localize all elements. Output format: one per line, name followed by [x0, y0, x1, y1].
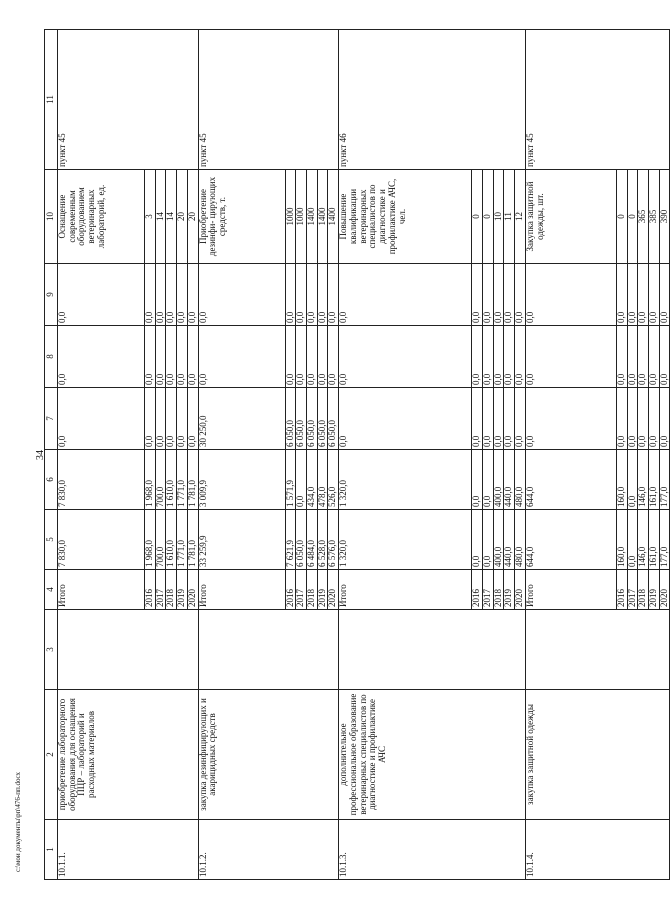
value-cell: 0,0: [177, 388, 188, 450]
value-cell: 0,0: [285, 264, 296, 326]
value-cell: 0,0: [472, 326, 483, 388]
value-cell: 0,0: [187, 264, 198, 326]
indicator-value: 1400: [328, 170, 339, 264]
value-cell: 0,0: [493, 326, 504, 388]
indicator-value: 11: [504, 170, 515, 264]
value-cell: 0,0: [627, 388, 638, 450]
value-cell: 0,0: [145, 264, 156, 326]
value-cell: 0,0: [648, 388, 659, 450]
section-number: 10.1.2.: [198, 820, 339, 880]
basis-cell: пункт 45: [58, 30, 199, 170]
value-cell: 0,0: [166, 264, 177, 326]
value-cell: 6 528,0: [317, 510, 328, 570]
total-value: 0,0: [198, 326, 285, 388]
header-row: [45, 30, 58, 880]
header-cell: 3: [45, 610, 58, 690]
indicator-name: Приобретение дезинфи- цирующих средств, т.: [198, 170, 285, 264]
value-cell: 0,0: [638, 264, 649, 326]
indicator-value: 1000: [296, 170, 307, 264]
year-cell: 2019: [648, 570, 659, 610]
total-value: 7 830,0: [58, 510, 145, 570]
value-cell: 0,0: [307, 264, 318, 326]
rotated-table-wrapper: [44, 30, 669, 880]
year-cell: 2016: [145, 570, 156, 610]
value-cell: 0,0: [515, 388, 526, 450]
value-cell: 526,0: [328, 450, 339, 510]
value-cell: 0,0: [482, 326, 493, 388]
indicator-value: 20: [187, 170, 198, 264]
indicator-value: 0: [472, 170, 483, 264]
value-cell: 0,0: [504, 326, 515, 388]
responsible-cell: [58, 610, 199, 690]
total-label: Итого: [198, 570, 285, 610]
value-cell: 1 571,9: [285, 450, 296, 510]
value-cell: 0,0: [482, 264, 493, 326]
year-cell: 2016: [616, 570, 627, 610]
value-cell: 0,0: [328, 264, 339, 326]
value-cell: 0,0: [627, 450, 638, 510]
section-title: закупка дезинфицирующих и акарицидных средств: [198, 690, 339, 820]
value-cell: 160,0: [616, 450, 627, 510]
total-value: 3 009,9: [198, 450, 285, 510]
total-value: 0,0: [339, 326, 472, 388]
value-cell: 0,0: [638, 326, 649, 388]
indicator-name: Оснащение современным оборудованием ветеринарных лабораторий, ед.: [58, 170, 145, 264]
section-title: закупка защитной одежды: [525, 690, 670, 820]
value-cell: 0,0: [328, 326, 339, 388]
value-cell: 0,0: [648, 326, 659, 388]
value-cell: 0,0: [145, 388, 156, 450]
indicator-name: Повышение квалификации ветеринарных специалистов по диагностике и профилактике АЧС, чел.: [339, 170, 472, 264]
value-cell: 6 050,0: [285, 388, 296, 450]
value-cell: 0,0: [504, 388, 515, 450]
section-number: 10.1.1.: [58, 820, 199, 880]
indicator-name: Закупка защитной одежды, шт.: [525, 170, 616, 264]
value-cell: 161,0: [648, 510, 659, 570]
value-cell: 0,0: [482, 388, 493, 450]
section-number: 10.1.4.: [525, 820, 670, 880]
indicator-value: 0: [482, 170, 493, 264]
indicator-value: 1000: [285, 170, 296, 264]
value-cell: 0,0: [493, 388, 504, 450]
value-cell: 0,0: [659, 326, 670, 388]
header-cell: 11: [45, 30, 58, 170]
value-cell: 0,0: [659, 388, 670, 450]
year-cell: 2017: [627, 570, 638, 610]
value-cell: 0,0: [616, 326, 627, 388]
header-cell: 5: [45, 510, 58, 570]
value-cell: 0,0: [482, 510, 493, 570]
value-cell: 0,0: [659, 264, 670, 326]
value-cell: 0,0: [515, 326, 526, 388]
total-value: 0,0: [525, 264, 616, 326]
responsible-cell: [339, 610, 526, 690]
total-label: Итого: [339, 570, 472, 610]
indicator-value: 14: [155, 170, 166, 264]
total-value: 0,0: [198, 264, 285, 326]
responsible-cell: [525, 610, 670, 690]
indicator-value: 385: [648, 170, 659, 264]
year-cell: 2017: [296, 570, 307, 610]
total-value: 644,0: [525, 510, 616, 570]
value-cell: 0,0: [317, 264, 328, 326]
total-label: Итого: [58, 570, 145, 610]
header-cell: 10: [45, 170, 58, 264]
year-cell: 2018: [166, 570, 177, 610]
header-cell: 1: [45, 820, 58, 880]
year-cell: 2016: [472, 570, 483, 610]
basis-cell: пункт 45: [198, 30, 339, 170]
value-cell: 1 771,0: [177, 450, 188, 510]
total-value: 30 250,0: [198, 388, 285, 450]
year-cell: 2020: [328, 570, 339, 610]
total-value: 7 830,0: [58, 450, 145, 510]
file-path-footer: c:\мои документы\рп\476-пп.docx: [14, 771, 22, 872]
value-cell: 0,0: [155, 326, 166, 388]
value-cell: 400,0: [493, 510, 504, 570]
value-cell: 440,0: [504, 510, 515, 570]
year-cell: 2020: [187, 570, 198, 610]
value-cell: 0,0: [482, 450, 493, 510]
total-value: 33 259,9: [198, 510, 285, 570]
year-cell: 2018: [493, 570, 504, 610]
indicator-value: 1400: [317, 170, 328, 264]
value-cell: 0,0: [493, 264, 504, 326]
indicator-value: 20: [177, 170, 188, 264]
total-value: 0,0: [339, 264, 472, 326]
value-cell: 1 771,0: [177, 510, 188, 570]
value-cell: 0,0: [472, 510, 483, 570]
responsible-cell: [198, 610, 339, 690]
year-cell: 2019: [504, 570, 515, 610]
value-cell: 6 484,0: [307, 510, 318, 570]
year-cell: 2020: [659, 570, 670, 610]
value-cell: 0,0: [627, 510, 638, 570]
value-cell: 700,0: [155, 450, 166, 510]
total-value: 0,0: [58, 264, 145, 326]
year-cell: 2016: [285, 570, 296, 610]
section-title: приобретение лабораторного оборудования для оснащения ПЦР – лабораторий и расходных материалов: [58, 690, 199, 820]
value-cell: 478,0: [317, 450, 328, 510]
value-cell: 0,0: [504, 264, 515, 326]
total-value: 1 320,0: [339, 450, 472, 510]
indicator-value: 390: [659, 170, 670, 264]
year-cell: 2020: [515, 570, 526, 610]
value-cell: 0,0: [472, 388, 483, 450]
total-value: 0,0: [58, 326, 145, 388]
header-cell: 9: [45, 264, 58, 326]
value-cell: 177,0: [659, 450, 670, 510]
value-cell: 0,0: [472, 264, 483, 326]
value-cell: 1 968,0: [145, 450, 156, 510]
value-cell: 700,0: [155, 510, 166, 570]
value-cell: 0,0: [285, 326, 296, 388]
indicator-value: 3: [145, 170, 156, 264]
value-cell: 0,0: [627, 264, 638, 326]
section-number: 10.1.3.: [339, 820, 526, 880]
header-cell: 7: [45, 388, 58, 450]
year-cell: 2019: [177, 570, 188, 610]
value-cell: 0,0: [638, 388, 649, 450]
section-total-row: [198, 30, 285, 880]
value-cell: 6 050,0: [317, 388, 328, 450]
total-value: 0,0: [339, 388, 472, 450]
total-value: 1 320,0: [339, 510, 472, 570]
value-cell: 146,0: [638, 450, 649, 510]
value-cell: 0,0: [187, 326, 198, 388]
value-cell: 1 610,0: [166, 510, 177, 570]
total-value: 0,0: [525, 388, 616, 450]
indicator-value: 12: [515, 170, 526, 264]
header-cell: 6: [45, 450, 58, 510]
value-cell: 0,0: [616, 388, 627, 450]
total-value: 644,0: [525, 450, 616, 510]
total-value: 0,0: [58, 388, 145, 450]
value-cell: 1 781,0: [187, 450, 198, 510]
value-cell: 0,0: [177, 326, 188, 388]
value-cell: 146,0: [638, 510, 649, 570]
indicator-value: 14: [166, 170, 177, 264]
year-cell: 2017: [155, 570, 166, 610]
total-label: Итого: [525, 570, 616, 610]
value-cell: 6 050,0: [296, 388, 307, 450]
value-cell: 0,0: [166, 326, 177, 388]
value-cell: 0,0: [296, 450, 307, 510]
value-cell: 0,0: [296, 264, 307, 326]
header-cell: 2: [45, 690, 58, 820]
indicator-value: 0: [616, 170, 627, 264]
value-cell: 434,0: [307, 450, 318, 510]
section-total-row: [339, 30, 472, 880]
value-cell: 6 050,0: [296, 510, 307, 570]
section-total-row: [58, 30, 145, 880]
year-cell: 2018: [307, 570, 318, 610]
value-cell: 6 576,0: [328, 510, 339, 570]
value-cell: 0,0: [648, 264, 659, 326]
page-number: 34: [35, 450, 46, 460]
value-cell: 160,0: [616, 510, 627, 570]
value-cell: 0,0: [187, 388, 198, 450]
value-cell: 1 968,0: [145, 510, 156, 570]
value-cell: 0,0: [296, 326, 307, 388]
value-cell: 0,0: [145, 326, 156, 388]
program-table: [44, 29, 670, 880]
value-cell: 0,0: [155, 264, 166, 326]
value-cell: 161,0: [648, 450, 659, 510]
value-cell: 6 050,0: [328, 388, 339, 450]
value-cell: 480,0: [515, 450, 526, 510]
section-title: дополнительное профессиональное образование ветеринарных специалистов по диагностике и профилактике АЧС: [339, 690, 526, 820]
value-cell: 0,0: [616, 264, 627, 326]
header-cell: 4: [45, 570, 58, 610]
header-cell: 8: [45, 326, 58, 388]
value-cell: 440,0: [504, 450, 515, 510]
basis-cell: пункт 46: [339, 30, 526, 170]
value-cell: 0,0: [317, 326, 328, 388]
basis-cell: пункт 45: [525, 30, 670, 170]
value-cell: 6 050,0: [307, 388, 318, 450]
value-cell: 0,0: [307, 326, 318, 388]
total-value: 0,0: [525, 326, 616, 388]
value-cell: 7 621,9: [285, 510, 296, 570]
indicator-value: 10: [493, 170, 504, 264]
value-cell: 177,0: [659, 510, 670, 570]
section-total-row: [525, 30, 616, 880]
value-cell: 0,0: [177, 264, 188, 326]
value-cell: 480,0: [515, 510, 526, 570]
value-cell: 1 781,0: [187, 510, 198, 570]
value-cell: 0,0: [166, 388, 177, 450]
year-cell: 2019: [317, 570, 328, 610]
year-cell: 2018: [638, 570, 649, 610]
value-cell: 0,0: [627, 326, 638, 388]
value-cell: 400,0: [493, 450, 504, 510]
year-cell: 2017: [482, 570, 493, 610]
indicator-value: 0: [627, 170, 638, 264]
value-cell: 1 610,0: [166, 450, 177, 510]
value-cell: 0,0: [155, 388, 166, 450]
indicator-value: 1400: [307, 170, 318, 264]
value-cell: 0,0: [515, 264, 526, 326]
indicator-value: 365: [638, 170, 649, 264]
value-cell: 0,0: [472, 450, 483, 510]
